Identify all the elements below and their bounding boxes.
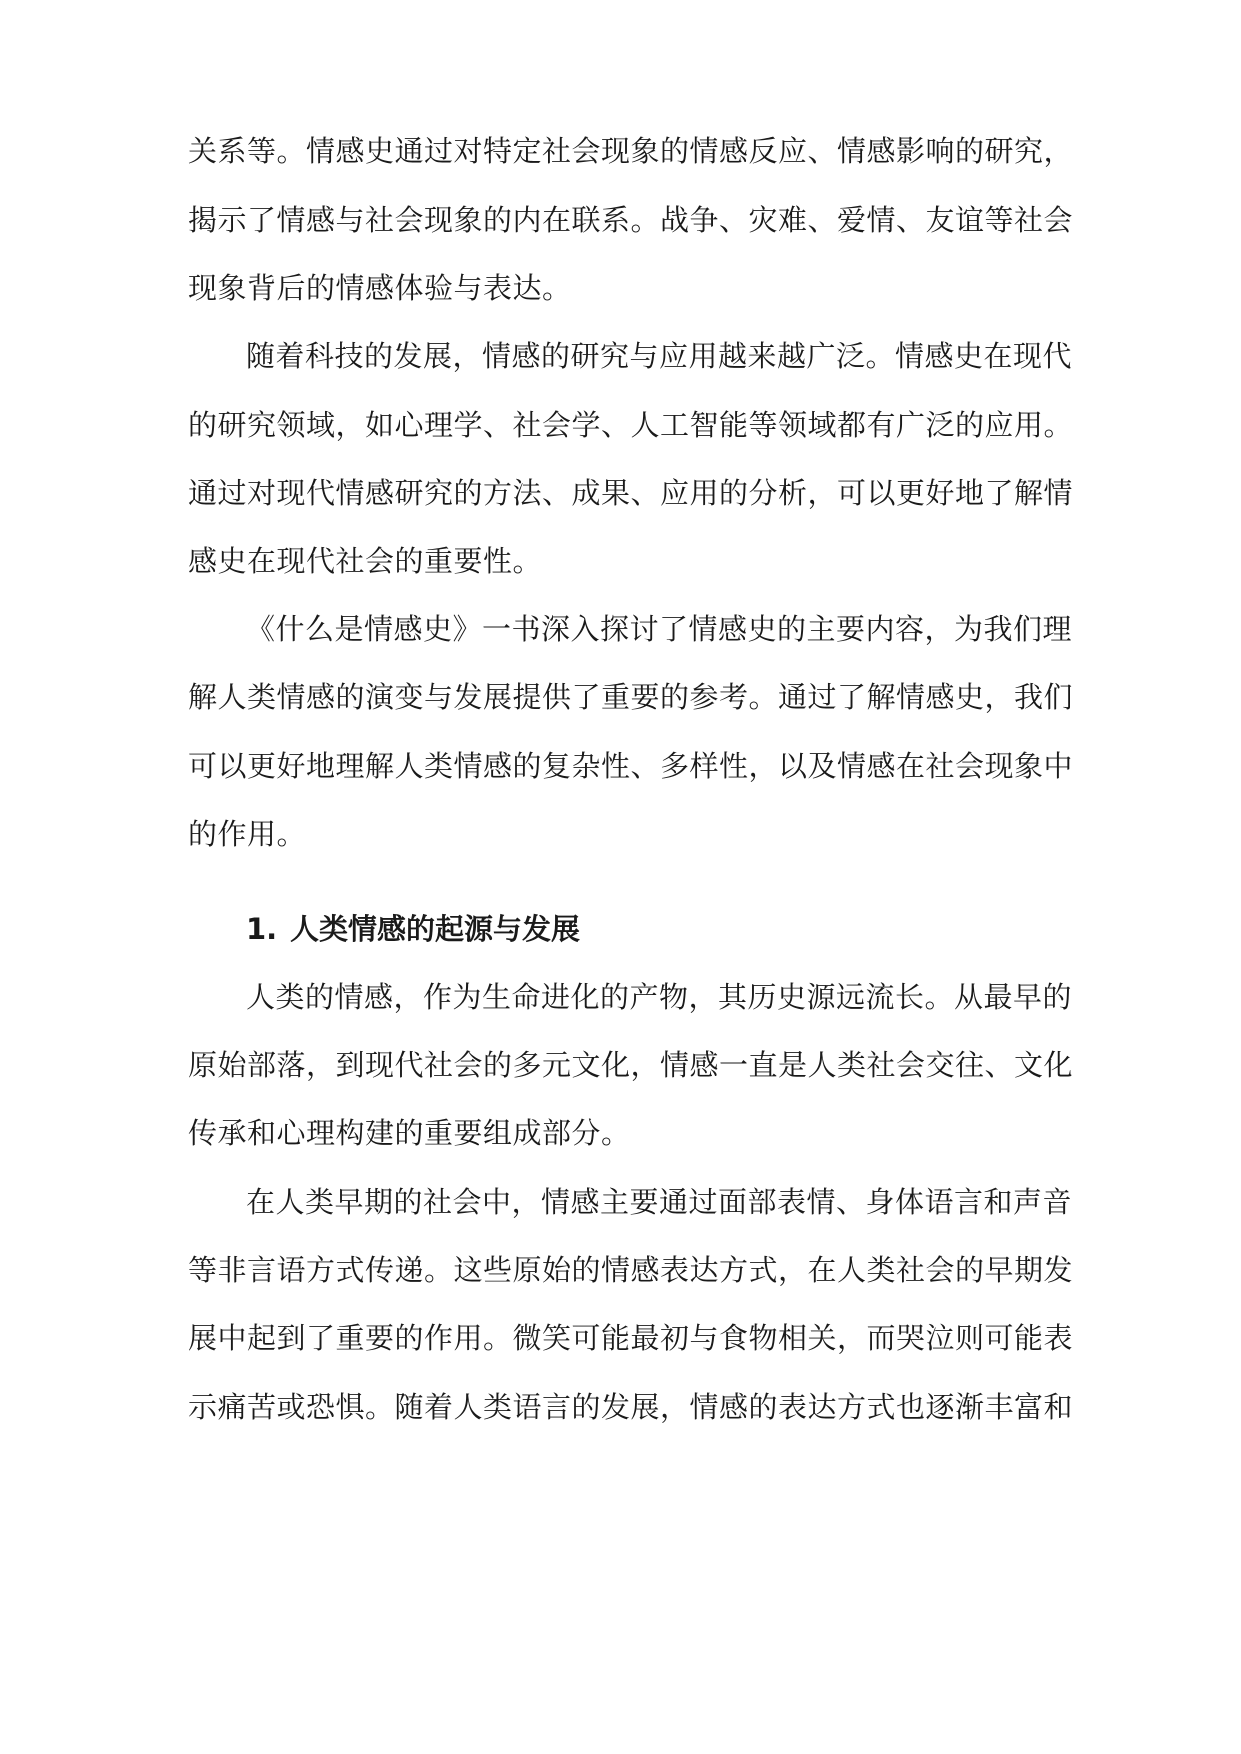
paragraph-line: 随着科技的发展，情感的研究与应用越来越广泛。情感史在现代 (246, 339, 1073, 373)
paragraph-line: 现象背后的情感体验与表达。 (188, 271, 572, 305)
paragraph-line: 的作用。 (188, 817, 307, 851)
paragraph-line: 关系等。情感史通过对特定社会现象的情感反应、情感影响的研究， (188, 134, 1074, 168)
paragraph-line: 通过对现代情感研究的方法、成果、应用的分析，可以更好地了解情 (188, 476, 1074, 510)
paragraph-line: 传承和心理构建的重要组成部分。 (188, 1116, 631, 1150)
paragraph-line: 的研究领域，如心理学、社会学、人工智能等领域都有广泛的应用。 (188, 408, 1074, 442)
section-title: 人类情感的起源与发展 (290, 912, 581, 946)
section-heading (246, 909, 580, 949)
paragraph-line: 可以更好地理解人类情感的复杂性、多样性，以及情感在社会现象中 (188, 749, 1074, 783)
paragraph-line: 等非言语方式传递。这些原始的情感表达方式，在人类社会的早期发 (188, 1253, 1074, 1287)
paragraph-line: 示痛苦或恐惧。随着人类语言的发展，情感的表达方式也逐渐丰富和 (188, 1390, 1074, 1424)
paragraph-line: 解人类情感的演变与发展提供了重要的参考。通过了解情感史，我们 (188, 680, 1074, 714)
paragraph-line: 原始部落，到现代社会的多元文化，情感一直是人类社会交往、文化 (188, 1048, 1074, 1082)
paragraph-line: 揭示了情感与社会现象的内在联系。战争、灾难、爱情、友谊等社会 (188, 203, 1074, 237)
paragraph-line: 在人类早期的社会中，情感主要通过面部表情、身体语言和声音 (246, 1185, 1073, 1219)
paragraph-line: 《什么是情感史》一书深入探讨了情感史的主要内容，为我们理 (246, 612, 1073, 646)
paragraph-line: 感史在现代社会的重要性。 (188, 544, 543, 578)
paragraph-line: 展中起到了重要的作用。微笑可能最初与食物相关，而哭泣则可能表 (188, 1321, 1074, 1355)
paragraph-line: 人类的情感，作为生命进化的产物，其历史源远流长。从最早的 (246, 980, 1073, 1014)
section-number: 1. (246, 912, 278, 946)
